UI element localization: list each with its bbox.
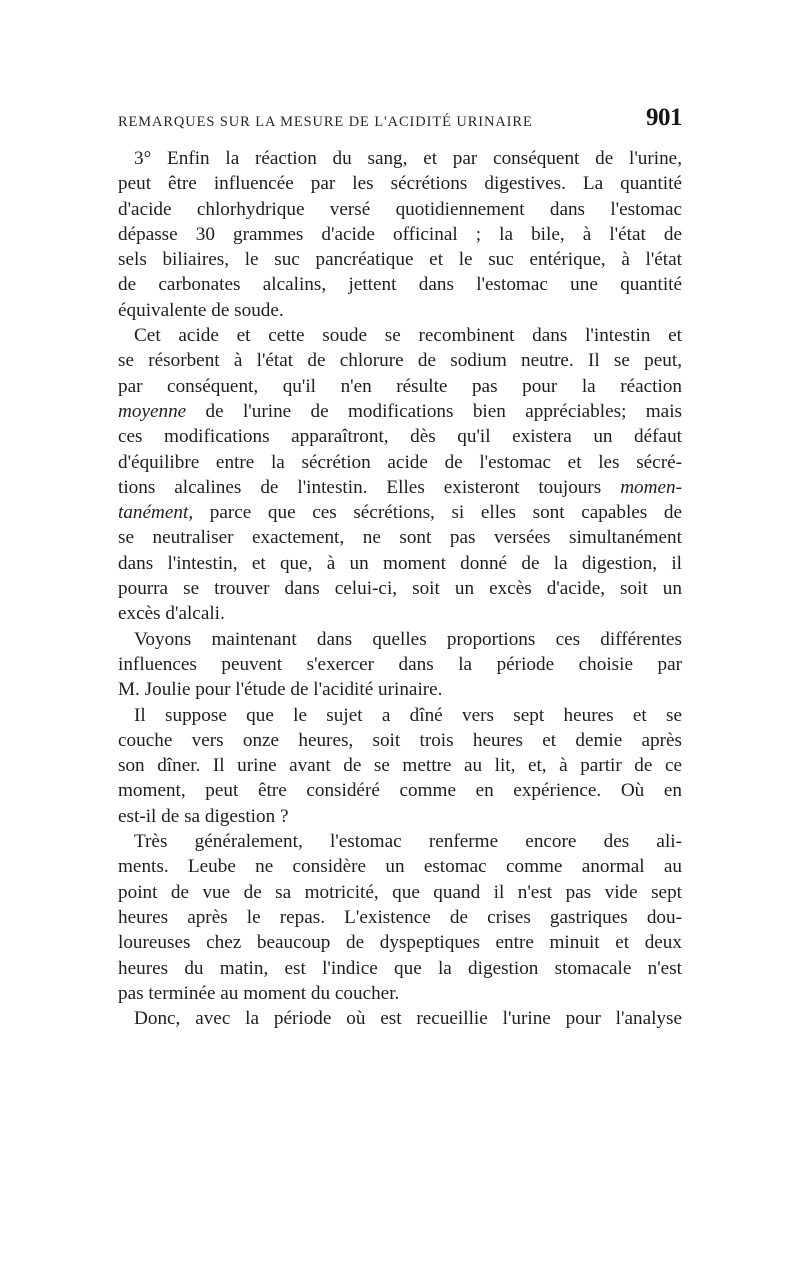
emphasis-text: tanément, bbox=[118, 502, 194, 524]
text-line: par conséquent, qu'il n'en résulte pas pour la réaction bbox=[118, 375, 682, 397]
text-line: d'acide chlorhydrique versé quotidiennement dans l'estomac bbox=[118, 198, 682, 220]
text-line bbox=[118, 475, 682, 500]
text-line: excès d'alcali. bbox=[118, 603, 225, 625]
text-line: point de vue de sa motricité, que quand il n'est pas vide sept bbox=[118, 881, 682, 903]
text-run: parce que ces sécrétions, si elles sont capables de bbox=[193, 502, 682, 524]
text-line: pourra se trouver dans celui-ci, soit un excès d'acide, soit un bbox=[118, 578, 682, 600]
text-line: se résorbent à l'état de chlorure de sodium neutre. Il se peut, bbox=[118, 350, 682, 372]
text-line: d'équilibre entre la sécrétion acide de l'estomac et les sécré- bbox=[118, 451, 682, 473]
page-number: 901 bbox=[646, 104, 682, 131]
text-run: tions alcalines de l'intestin. Elles existeront toujours bbox=[118, 476, 621, 498]
text-line: 3° Enfin la réaction du sang, et par conséquent de l'urine, bbox=[134, 148, 682, 169]
text-run: de l'urine de modifications bien appréciables; mais bbox=[186, 400, 682, 422]
text-line: équivalente de soude. bbox=[118, 299, 284, 321]
text-line: pas terminée au moment du coucher. bbox=[118, 982, 400, 1004]
text-line: se neutraliser exactement, ne sont pas versées simultanément bbox=[118, 527, 682, 549]
text-line: de carbonates alcalins, jettent dans l'estomac une quantité bbox=[118, 274, 682, 296]
body-text bbox=[118, 146, 682, 1031]
text-line: couche vers onze heures, soit trois heures et demie après bbox=[118, 729, 682, 751]
text-line: est-il de sa digestion ? bbox=[118, 805, 289, 827]
emphasis-text: moyenne bbox=[118, 400, 187, 422]
text-line: influences peuvent s'exercer dans la période choisie par bbox=[118, 653, 682, 675]
text-line: dépasse 30 grammes d'acide officinal ; la bile, à l'état de bbox=[118, 223, 682, 245]
text-line: sels biliaires, le suc pancréatique et le suc entérique, à l'état bbox=[118, 249, 682, 271]
text-line: peut être influencée par les sécrétions digestives. La quantité bbox=[118, 173, 682, 195]
text-line: M. Joulie pour l'étude de l'acidité urinaire. bbox=[118, 679, 443, 701]
text-line: heures après le repas. L'existence de crises gastriques dou- bbox=[118, 906, 682, 928]
text-line: Très généralement, l'estomac renferme encore des ali- bbox=[134, 831, 682, 853]
text-line: Voyons maintenant dans quelles proportions ces différentes bbox=[134, 628, 682, 650]
text-line bbox=[118, 500, 682, 525]
text-line: Donc, avec la période où est recueillie l'urine pour l'analyse bbox=[134, 1008, 682, 1030]
text-line bbox=[118, 399, 682, 424]
text-line: Il suppose que le sujet a dîné vers sept heures et se bbox=[134, 704, 682, 726]
text-line: dans l'intestin, et que, à un moment donné de la digestion, il bbox=[118, 552, 682, 574]
running-title: REMARQUES SUR LA MESURE DE L'ACIDITÉ URINAIRE bbox=[118, 114, 533, 130]
text-line: ces modifications apparaîtront, dès qu'il existera un défaut bbox=[118, 426, 682, 448]
text-line: moment, peut être considéré comme en expérience. Où en bbox=[118, 780, 682, 802]
text-line: loureuses chez beaucoup de dyspeptiques entre minuit et deux bbox=[118, 932, 682, 954]
running-header bbox=[118, 104, 682, 134]
text-line: Cet acide et cette soude se recombinent dans l'intestin et bbox=[134, 325, 682, 347]
text-line: heures du matin, est l'indice que la digestion stomacale n'est bbox=[118, 957, 682, 979]
text-line: son dîner. Il urine avant de se mettre au lit, et, à partir de ce bbox=[118, 755, 682, 777]
text-line: ments. Leube ne considère un estomac comme anormal au bbox=[118, 856, 682, 878]
emphasis-text: momen- bbox=[620, 476, 682, 498]
